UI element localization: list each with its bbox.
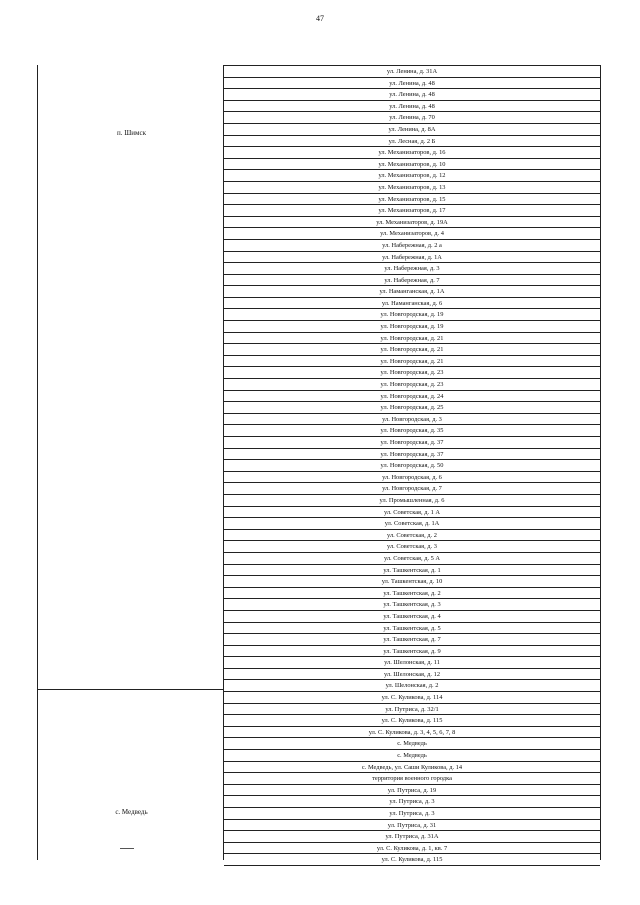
- address-row: с. Медведь, ул. Саши Куликова, д. 14: [224, 762, 600, 774]
- address-row: ул. Ленина, д. 48: [224, 78, 600, 90]
- address-row: ул. Ленина, д. 48: [224, 101, 600, 113]
- address-row: ул. Ташкентская, д. 2: [224, 588, 600, 600]
- address-row: ул. Путриса, д. 3: [224, 796, 600, 808]
- address-row: ул. Набережная, д. 3: [224, 263, 600, 275]
- address-row: с. Медведь: [224, 738, 600, 750]
- address-row: ул. С. Куликова, д. 3, 4, 5, 6, 7, 8: [224, 727, 600, 739]
- address-row: ул. Новгородская, д. 35: [224, 425, 600, 437]
- settlement-label: с. Медведь: [115, 808, 148, 816]
- address-row: ул. С. Куликова, д. 115: [224, 854, 600, 866]
- address-row: ул. Механизаторов, д. 10: [224, 159, 600, 171]
- address-row: ул. Новгородская, д. 19: [224, 321, 600, 333]
- address-row: ул. Путриса, д. 19: [224, 785, 600, 797]
- address-row: ул. Набережная, д. 1А: [224, 252, 600, 264]
- address-row: ул. Новгородская, д. 21: [224, 356, 600, 368]
- address-row: ул. Механизаторов, д. 17: [224, 205, 600, 217]
- address-row: ул. Новгородская, д. 19: [224, 309, 600, 321]
- address-row: ул. Путриса, д. 32/1: [224, 704, 600, 716]
- settlement-cell-medved: [37, 689, 224, 860]
- address-row: ул. Новгородская, д. 24: [224, 391, 600, 403]
- address-row: ул. Новгородская, д. 21: [224, 344, 600, 356]
- address-row: ул. Механизаторов, д. 12: [224, 170, 600, 182]
- address-row: ул. Новгородская, д. 25: [224, 402, 600, 414]
- address-row: ул. Путриса, д. 31: [224, 820, 600, 832]
- address-row: ул. Ленина, д. 48: [224, 89, 600, 101]
- address-row: ул. Ташкентская, д. 4: [224, 611, 600, 623]
- address-row: ул. Набережная, д. 2 а: [224, 240, 600, 252]
- address-row: ул. Ташкентская, д. 5: [224, 623, 600, 635]
- address-table: [37, 65, 601, 864]
- address-row: ул. С. Куликова, д. 1, кв. 7: [224, 843, 600, 855]
- address-row: территория военного городка: [224, 773, 600, 785]
- address-row: ул. Набережная, д. 7: [224, 275, 600, 287]
- address-row: ул. Новгородская, д. 37: [224, 437, 600, 449]
- address-row: ул. Ленина, д. 8А: [224, 124, 600, 136]
- page-number: 47: [316, 14, 324, 23]
- address-row: ул. Ташкентская, д. 9: [224, 646, 600, 658]
- margin-mark: [120, 848, 134, 849]
- address-row: ул. Советская, д. 3: [224, 541, 600, 553]
- address-row: ул. Наманганская, д. 1А: [224, 286, 600, 298]
- address-row: ул. Новгородская, д. 21: [224, 333, 600, 345]
- address-column: [223, 65, 601, 864]
- address-row: ул. С. Куликова, д. 115: [224, 715, 600, 727]
- address-row: ул. Новгородская, д. 23: [224, 379, 600, 391]
- address-row: ул. Ташкентская, д. 1: [224, 565, 600, 577]
- address-row: ул. Новгородская, д. 23: [224, 367, 600, 379]
- address-row: ул. Советская, д. 1 А: [224, 507, 600, 519]
- address-row: ул. Промышленная, д. 6: [224, 495, 600, 507]
- address-row: ул. Наманганская, д. 6: [224, 298, 600, 310]
- address-row: ул. Ташкентская, д. 10: [224, 576, 600, 588]
- settlement-label: п. Шимск: [117, 129, 146, 137]
- address-row: ул. Шелонская, д. 2: [224, 680, 600, 692]
- address-row: ул. Советская, д. 5 А: [224, 553, 600, 565]
- address-row: ул. Новгородская, д. 3: [224, 414, 600, 426]
- address-row: ул. Шелонская, д. 11: [224, 657, 600, 669]
- address-row: ул. Механизаторов, д. 15: [224, 194, 600, 206]
- address-row: ул. Лесная, д. 2 Б: [224, 136, 600, 148]
- address-row: ул. Ленина, д. 70: [224, 112, 600, 124]
- address-row: ул. Новгородская, д. 6: [224, 472, 600, 484]
- address-row: ул. Советская, д. 1А: [224, 518, 600, 530]
- address-row: ул. Новгородская, д. 50: [224, 460, 600, 472]
- address-row: ул. Ташкентская, д. 3: [224, 599, 600, 611]
- address-row: ул. Путриса, д. 3: [224, 808, 600, 820]
- address-row: ул. Шелонская, д. 12: [224, 669, 600, 681]
- address-row: ул. С. Куликова, д. 114: [224, 692, 600, 704]
- address-row: ул. Механизаторов, д. 19А: [224, 217, 600, 229]
- address-row: ул. Путриса, д. 31А: [224, 831, 600, 843]
- settlement-cell-shimsk: [37, 65, 224, 689]
- address-row: ул. Механизаторов, д. 16: [224, 147, 600, 159]
- address-row: ул. Новгородская, д. 37: [224, 449, 600, 461]
- address-row: ул. Механизаторов, д. 4: [224, 228, 600, 240]
- address-row: ул. Новгородская, д. 7: [224, 483, 600, 495]
- address-row: ул. Механизаторов, д. 13: [224, 182, 600, 194]
- address-row: с. Медведь: [224, 750, 600, 762]
- address-row: ул. Ташкентская, д. 7: [224, 634, 600, 646]
- address-row: ул. Советская, д. 2: [224, 530, 600, 542]
- address-row: ул. Ленина, д. 31А: [224, 66, 600, 78]
